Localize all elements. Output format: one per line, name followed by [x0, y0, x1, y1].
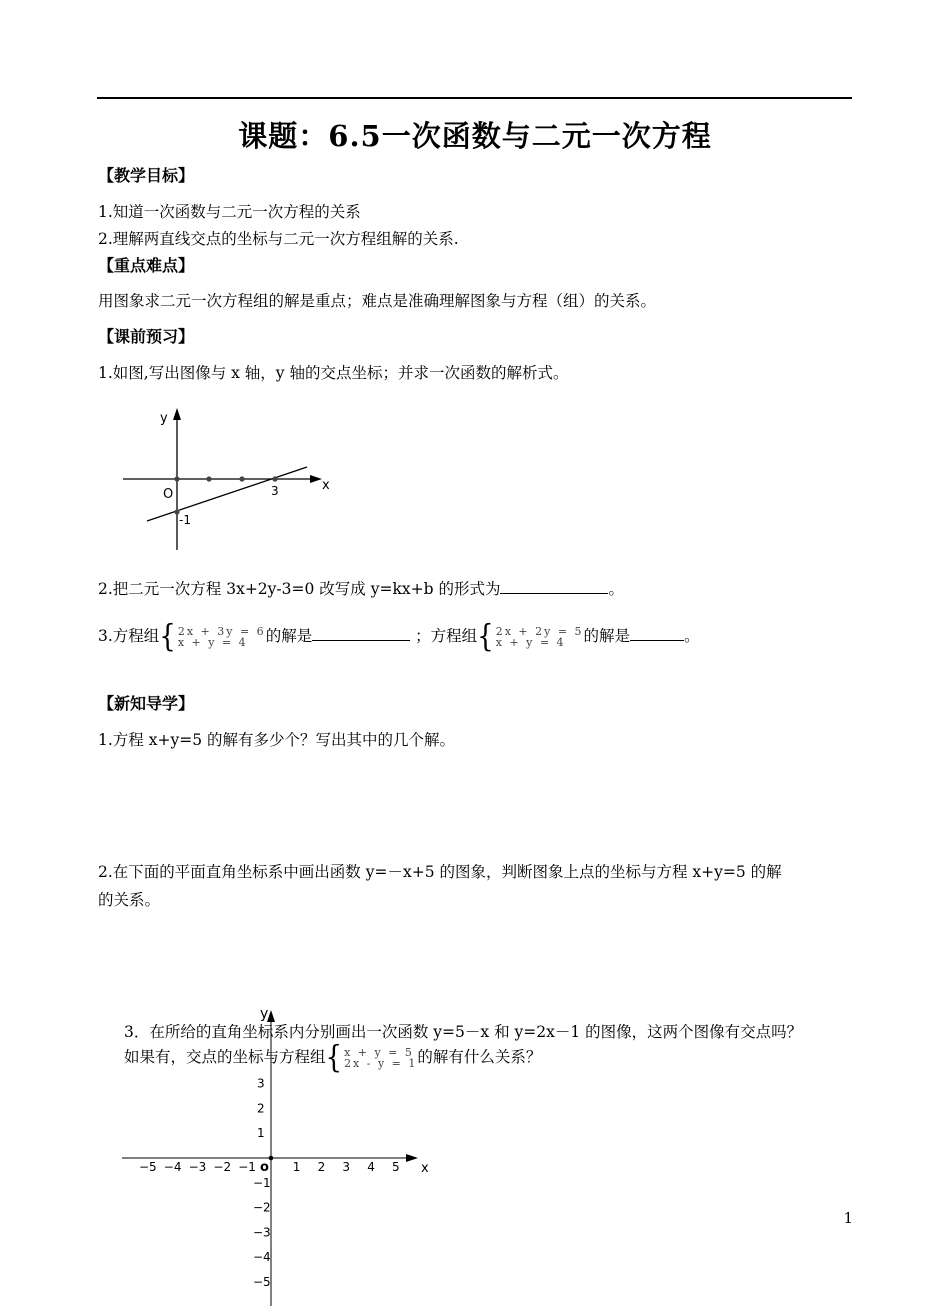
newknow-q3-line2	[124, 1040, 542, 1076]
answer-blank[interactable]	[312, 626, 410, 641]
fig2-y-tick-label: 3	[257, 1076, 265, 1091]
fig2-y-tick-label: −4	[253, 1250, 271, 1265]
preview-q3-mid: 的解是	[265, 627, 313, 645]
fig2-x-tick-label: −2	[213, 1160, 232, 1174]
fig2-x-tick-label: −3	[188, 1160, 207, 1174]
preview-q1: 1.如图,写出图像与 x 轴，y 轴的交点坐标；并求一次函数的解析式。	[98, 364, 569, 382]
fig2-y-tick-label: −2	[253, 1200, 271, 1215]
fig2-origin-label: o	[260, 1160, 269, 1175]
section-goals-heading: 【教学目标】	[98, 166, 195, 185]
equation-system-3: x + y = 5 2x - y = 1	[344, 1046, 418, 1070]
preview-q3-suffix: 。	[684, 627, 700, 645]
fig2-x-label: x	[421, 1161, 429, 1176]
equation-system-2: 2x + 2y = 5 x + y = 4	[495, 625, 584, 649]
fig2-x-tick-label: −4	[163, 1160, 182, 1174]
fig2-x-tick-label: 3	[342, 1160, 351, 1174]
fig2-y-tick-label: −3	[253, 1225, 271, 1240]
fig2-y-tick-label: 1	[257, 1126, 265, 1141]
fig2-x-tick-label: 1	[292, 1160, 301, 1174]
fig1-x-arrow	[310, 475, 322, 483]
fig1-point	[272, 476, 277, 481]
newknow-q3-suffix: 的解有什么关系？	[417, 1048, 542, 1066]
fig1-y-intercept-label: -1	[179, 513, 191, 527]
fig2-y-tick-label: −1	[253, 1175, 271, 1190]
key-text: 用图象求二元一次方程组的解是重点；难点是准确理解图象与方程（组）的关系。	[98, 292, 657, 310]
preview-q2	[98, 577, 624, 599]
fig1-y-label: y	[160, 411, 168, 426]
fig2-y-label: y	[260, 1006, 269, 1022]
fig1-point	[174, 476, 179, 481]
fig2-origin-point	[269, 1156, 274, 1161]
preview-q3-text: 3.方程组	[98, 627, 160, 645]
fig1-x-intercept-label: 3	[271, 484, 279, 498]
fig2-x-tick-label: 5	[392, 1160, 400, 1174]
fig1-point	[206, 476, 211, 481]
fig2-y-tick-label: 2	[257, 1101, 265, 1116]
fig1-x-label: x	[322, 478, 330, 493]
newknow-q2-line1: 2.在下面的平面直角坐标系中画出函数 y=－x+5 的图象，判断图象上点的坐标与方程 x+y=5 的解	[98, 863, 782, 881]
section-newknow-heading: 【新知导学】	[98, 694, 195, 713]
fig2-y-ticks	[253, 1077, 271, 1289]
section-key-heading: 【重点难点】	[98, 256, 195, 275]
brace-icon: {	[325, 1040, 343, 1076]
preview-q2-suffix: 。	[608, 580, 624, 598]
section-preview-heading: 【课前预习】	[98, 327, 195, 346]
brace-icon: {	[477, 619, 494, 655]
fig2-x-tick-label: −5	[139, 1160, 157, 1174]
goal-1: 1.知道一次函数与二元一次方程的关系	[98, 203, 361, 221]
fig2-y-tick-label: −5	[253, 1275, 271, 1289]
equation-system-1: 2x + 3y = 6 x + y = 4	[177, 625, 266, 649]
preview-figure	[115, 400, 345, 560]
page-number: 1	[843, 1209, 853, 1227]
goal-2: 2.理解两直线交点的坐标与二元一次方程组解的关系.	[98, 230, 459, 248]
newknow-q3-line1: 3．在所给的直角坐标系内分别画出一次函数 y=5－x 和 y=2x－1 的图像，这两个图像有交点吗？	[124, 1023, 803, 1041]
answer-blank[interactable]	[630, 626, 684, 641]
preview-q2-text: 2.把二元一次方程 3x+2y-3=0 改写成 y=kx+b 的形式为	[98, 580, 501, 598]
header-rule	[97, 97, 852, 99]
newknow-q2-line2: 的关系。	[98, 891, 161, 909]
preview-q3	[98, 619, 700, 655]
brace-icon: {	[159, 619, 176, 655]
preview-q3-mid2: 的解是	[583, 627, 631, 645]
fig2-x-tick-label: 2	[317, 1160, 326, 1174]
fig2-x-tick-label: −1	[238, 1160, 256, 1174]
fig1-origin-label: O	[163, 487, 174, 502]
newknow-q3-text: 如果有，交点的坐标与方程组	[124, 1048, 326, 1066]
page-title: 课题：6.5一次函数与二元一次方程	[238, 119, 712, 153]
answer-blank[interactable]	[500, 579, 608, 594]
newknow-q1: 1.方程 x+y=5 的解有多少个？写出其中的几个解。	[98, 731, 455, 749]
fig2-x-tick-label: 4	[367, 1160, 375, 1174]
preview-q3-sep: ；方程组	[415, 627, 478, 645]
fig1-y-arrow	[173, 408, 181, 420]
fig1-point	[239, 476, 244, 481]
fig2-x-ticks	[139, 1160, 400, 1174]
fig2-x-arrow	[406, 1154, 418, 1162]
